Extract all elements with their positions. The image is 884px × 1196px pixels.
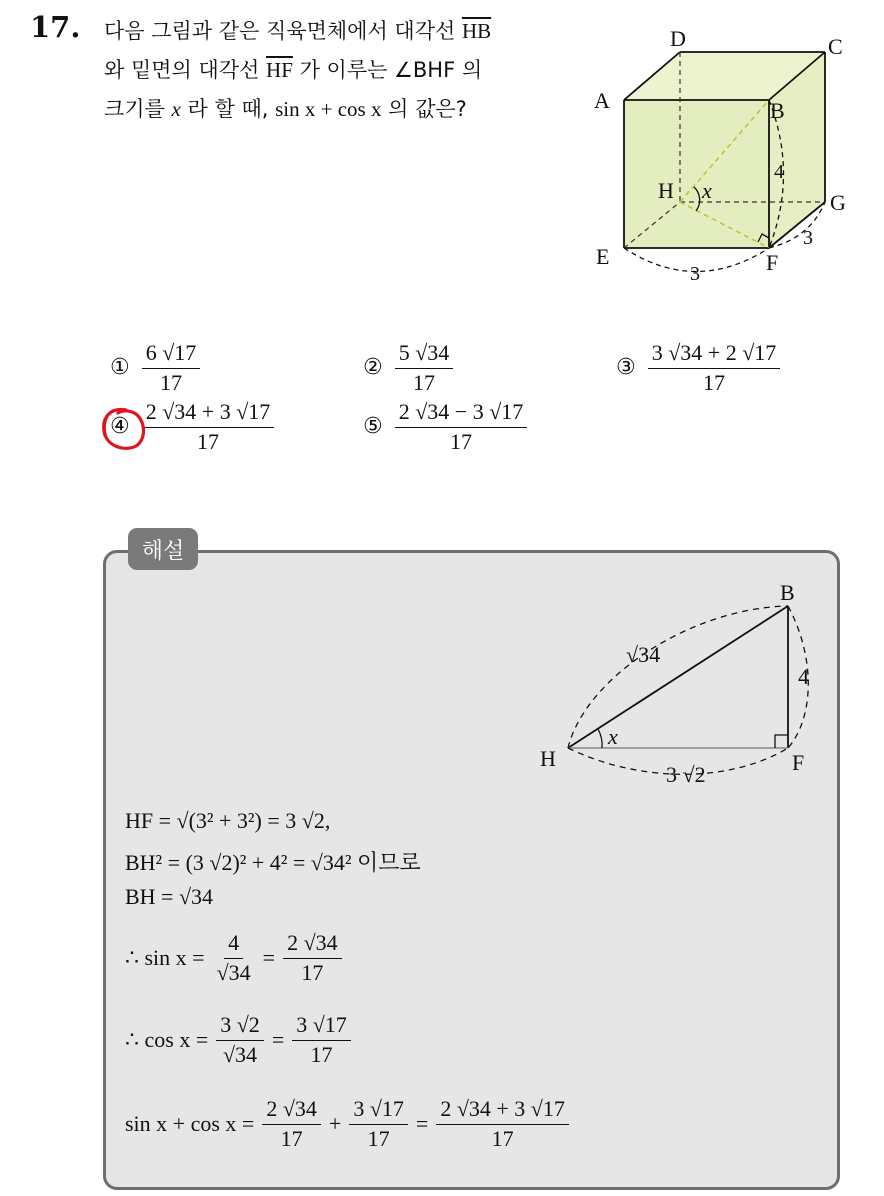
solution-tag: 해설 [128,528,198,570]
front-face [624,100,769,248]
dim-side: 3 [803,227,813,249]
tri-label-b: B [780,580,795,605]
choice-2[interactable]: ② $\frac{5 √34}{17}$ [363,338,453,397]
solution-cos: ∴ cos x = $\frac{3 √2}{√34}$ = $\frac{3 √17}{17}$ [125,1010,351,1069]
answer-mark-circle [98,404,150,456]
tri-hyp-label: √34 [626,642,661,667]
triangle-figure [530,578,830,793]
solution-sin: ∴ sin x = $\frac{4}{√34}$ = $\frac{2 √34}{17}$ [125,928,342,987]
solution-line-2: BH² = (3 √2)² + 4² = √34² 이므로 [125,850,421,875]
expression: sin x + cos x [275,97,382,121]
question-line-2: 와 밑면의 대각선 $\overline{HF}$ 가 이루는 ∠BHF 의 [104,58,483,82]
label-a: A [594,88,610,113]
segment-hf: $\overline{HF}$ [266,58,293,82]
angle-x: x [702,178,712,203]
label-e: E [596,244,610,269]
solution-line-1: HF = √(3² + 3²) = 3 √2, [125,808,331,833]
variable-x: x [171,97,181,121]
label-h: H [658,178,674,203]
choice-5[interactable]: ⑤ $\frac{2 √34 - 3 √17}{17}$ [363,397,527,456]
tri-base-label: 3 √2 [666,762,706,787]
solution-sum: sin x + cos x = $\frac{2 √34}{17}$ + $\frac{3 √17}{17}$ = $\frac{2 √34 + 3 √17}{17}$ [125,1094,569,1153]
question-line-3: 크기를 x 라 할 때, sin x + cos x 의 값은? [104,97,467,121]
label-b: B [770,98,785,123]
question-text [104,12,574,129]
dim-front: 3 [690,263,700,285]
tri-angle-x: x [608,724,618,749]
label-c: C [828,34,843,59]
solution-line-3: BH = √34 [125,884,214,909]
tri-label-f: F [792,750,805,775]
dim-height: 4 [774,161,784,183]
label-g: G [830,190,846,215]
choice-1[interactable]: ① $\frac{6 √17}{17}$ [110,338,200,397]
hypotenuse-hb [568,606,788,748]
cuboid-figure [580,20,880,300]
question-line-1: 다음 그림과 같은 직육면체에서 대각선 $\overline{HB}$ [104,19,492,43]
choice-3[interactable]: ③ $\frac{3 √34 + 2 √17}{17}$ [616,338,780,397]
label-f: F [766,250,779,275]
question-number: 17. [30,10,81,44]
segment-hb: $\overline{HB}$ [461,19,492,43]
tri-label-h: H [540,746,556,771]
label-d: D [670,26,686,51]
tri-vert-label: 4 [798,664,809,689]
choice-4[interactable]: ④ $\frac{2 √34 + 3 √17}{17}$ [110,397,274,456]
